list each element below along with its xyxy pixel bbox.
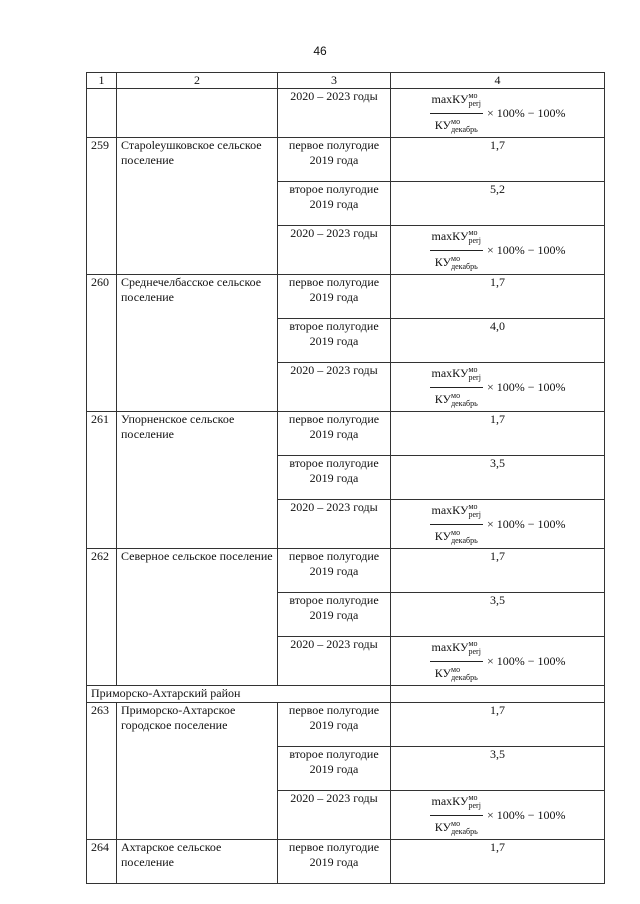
table-row: [87, 275, 605, 319]
period-cell: второе полугодие 2019 года: [278, 319, 391, 363]
formula-numerator: maxКУ$^{мо}_{perj}$: [430, 363, 483, 388]
header-cell-1: 1: [87, 73, 117, 89]
header-row: [87, 73, 605, 89]
settlement-name-cell: Упорненское сельское поселение: [117, 412, 278, 549]
value-cell: 3,5: [391, 747, 605, 791]
settlement-name-cell: [117, 89, 278, 138]
formula-cell: [391, 637, 605, 686]
formula-numerator: maxКУ$^{мо}_{perj}$: [430, 791, 483, 816]
row-number-cell: 262: [87, 549, 117, 686]
formula-tail: × 100% − 100%: [486, 653, 566, 668]
value-cell: 1,7: [391, 840, 605, 884]
row-number-cell: [87, 89, 117, 138]
formula-fraction: [430, 637, 483, 685]
header-cell-3: 3: [278, 73, 391, 89]
formula-fraction: [430, 226, 483, 274]
formula-tail: × 100% − 100%: [486, 105, 566, 120]
table-row: [87, 412, 605, 456]
period-cell: второе полугодие 2019 года: [278, 182, 391, 226]
table-row: [87, 549, 605, 593]
value-cell: 3,5: [391, 456, 605, 500]
formula: [430, 89, 566, 137]
header-cell-4: 4: [391, 73, 605, 89]
period-cell: 2020 – 2023 годы: [278, 637, 391, 686]
formula-cell: [391, 363, 605, 412]
settlement-name-cell: Среднечелбасское сельское поселение: [117, 275, 278, 412]
period-cell: первое полугодие 2019 года: [278, 549, 391, 593]
formula-denominator: $КУ^{мо}_{декабрь}$: [434, 116, 478, 134]
empty-cell: [391, 686, 605, 703]
formula-tail: × 100% − 100%: [486, 379, 566, 394]
table-row: [87, 840, 605, 884]
value-cell: 3,5: [391, 593, 605, 637]
formula-cell: [391, 500, 605, 549]
period-cell: первое полугодие 2019 года: [278, 138, 391, 182]
formula: [430, 363, 566, 411]
period-cell: 2020 – 2023 годы: [278, 89, 391, 138]
page-number: 46: [313, 44, 327, 58]
table-row: [87, 138, 605, 182]
period-cell: 2020 – 2023 годы: [278, 226, 391, 275]
row-number-cell: 261: [87, 412, 117, 549]
formula-denominator: $КУ^{мо}_{декабрь}$: [434, 253, 478, 271]
value-cell: 1,7: [391, 412, 605, 456]
formula-denominator: $КУ^{мо}_{декабрь}$: [434, 390, 478, 408]
period-cell: второе полугодие 2019 года: [278, 747, 391, 791]
tariff-table: [86, 72, 605, 884]
region-row: [87, 686, 605, 703]
period-cell: первое полугодие 2019 года: [278, 703, 391, 747]
formula-cell: [391, 791, 605, 840]
formula: [430, 226, 566, 274]
row-number-cell: 259: [87, 138, 117, 275]
value-cell: 1,7: [391, 138, 605, 182]
settlement-name-cell: Северное сельское поселение: [117, 549, 278, 686]
formula-tail: × 100% − 100%: [486, 807, 566, 822]
formula-numerator: maxКУ$^{мо}_{perj}$: [430, 500, 483, 525]
formula-tail: × 100% − 100%: [486, 242, 566, 257]
row-number-cell: 260: [87, 275, 117, 412]
continuation-row: [87, 89, 605, 138]
formula-tail: × 100% − 100%: [486, 516, 566, 531]
formula-cell: [391, 89, 605, 138]
formula-numerator: maxКУ$^{мо}_{perj}$: [430, 89, 483, 114]
period-cell: первое полугодие 2019 года: [278, 840, 391, 884]
value-cell: 1,7: [391, 275, 605, 319]
formula: [430, 500, 566, 548]
formula: [430, 637, 566, 685]
formula-denominator: $КУ^{мо}_{декабрь}$: [434, 818, 478, 836]
value-cell: 5,2: [391, 182, 605, 226]
formula-fraction: [430, 89, 483, 137]
formula-denominator: $КУ^{мо}_{декабрь}$: [434, 527, 478, 545]
settlement-name-cell: Приморско-Ахтарское городское поселение: [117, 703, 278, 840]
settlement-name-cell: Староleушковское сельское поселение: [117, 138, 278, 275]
formula-fraction: [430, 791, 483, 839]
formula-cell: [391, 226, 605, 275]
period-cell: 2020 – 2023 годы: [278, 791, 391, 840]
settlement-name-cell: Ахтарское сельское поселение: [117, 840, 278, 884]
value-cell: 1,7: [391, 549, 605, 593]
region-name-cell: Приморско-Ахтарский район: [87, 686, 391, 703]
formula-denominator: $КУ^{мо}_{декабрь}$: [434, 664, 478, 682]
value-cell: 4,0: [391, 319, 605, 363]
formula-numerator: maxКУ$^{мо}_{perj}$: [430, 226, 483, 251]
value-cell: 1,7: [391, 703, 605, 747]
row-number-cell: 263: [87, 703, 117, 840]
table-row: [87, 703, 605, 747]
period-cell: 2020 – 2023 годы: [278, 363, 391, 412]
formula-fraction: [430, 500, 483, 548]
period-cell: 2020 – 2023 годы: [278, 500, 391, 549]
period-cell: первое полугодие 2019 года: [278, 412, 391, 456]
row-number-cell: 264: [87, 840, 117, 884]
formula-fraction: [430, 363, 483, 411]
header-cell-2: 2: [117, 73, 278, 89]
period-cell: второе полугодие 2019 года: [278, 593, 391, 637]
formula: [430, 791, 566, 839]
formula-numerator: maxКУ$^{мо}_{perj}$: [430, 637, 483, 662]
period-cell: второе полугодие 2019 года: [278, 456, 391, 500]
period-cell: первое полугодие 2019 года: [278, 275, 391, 319]
